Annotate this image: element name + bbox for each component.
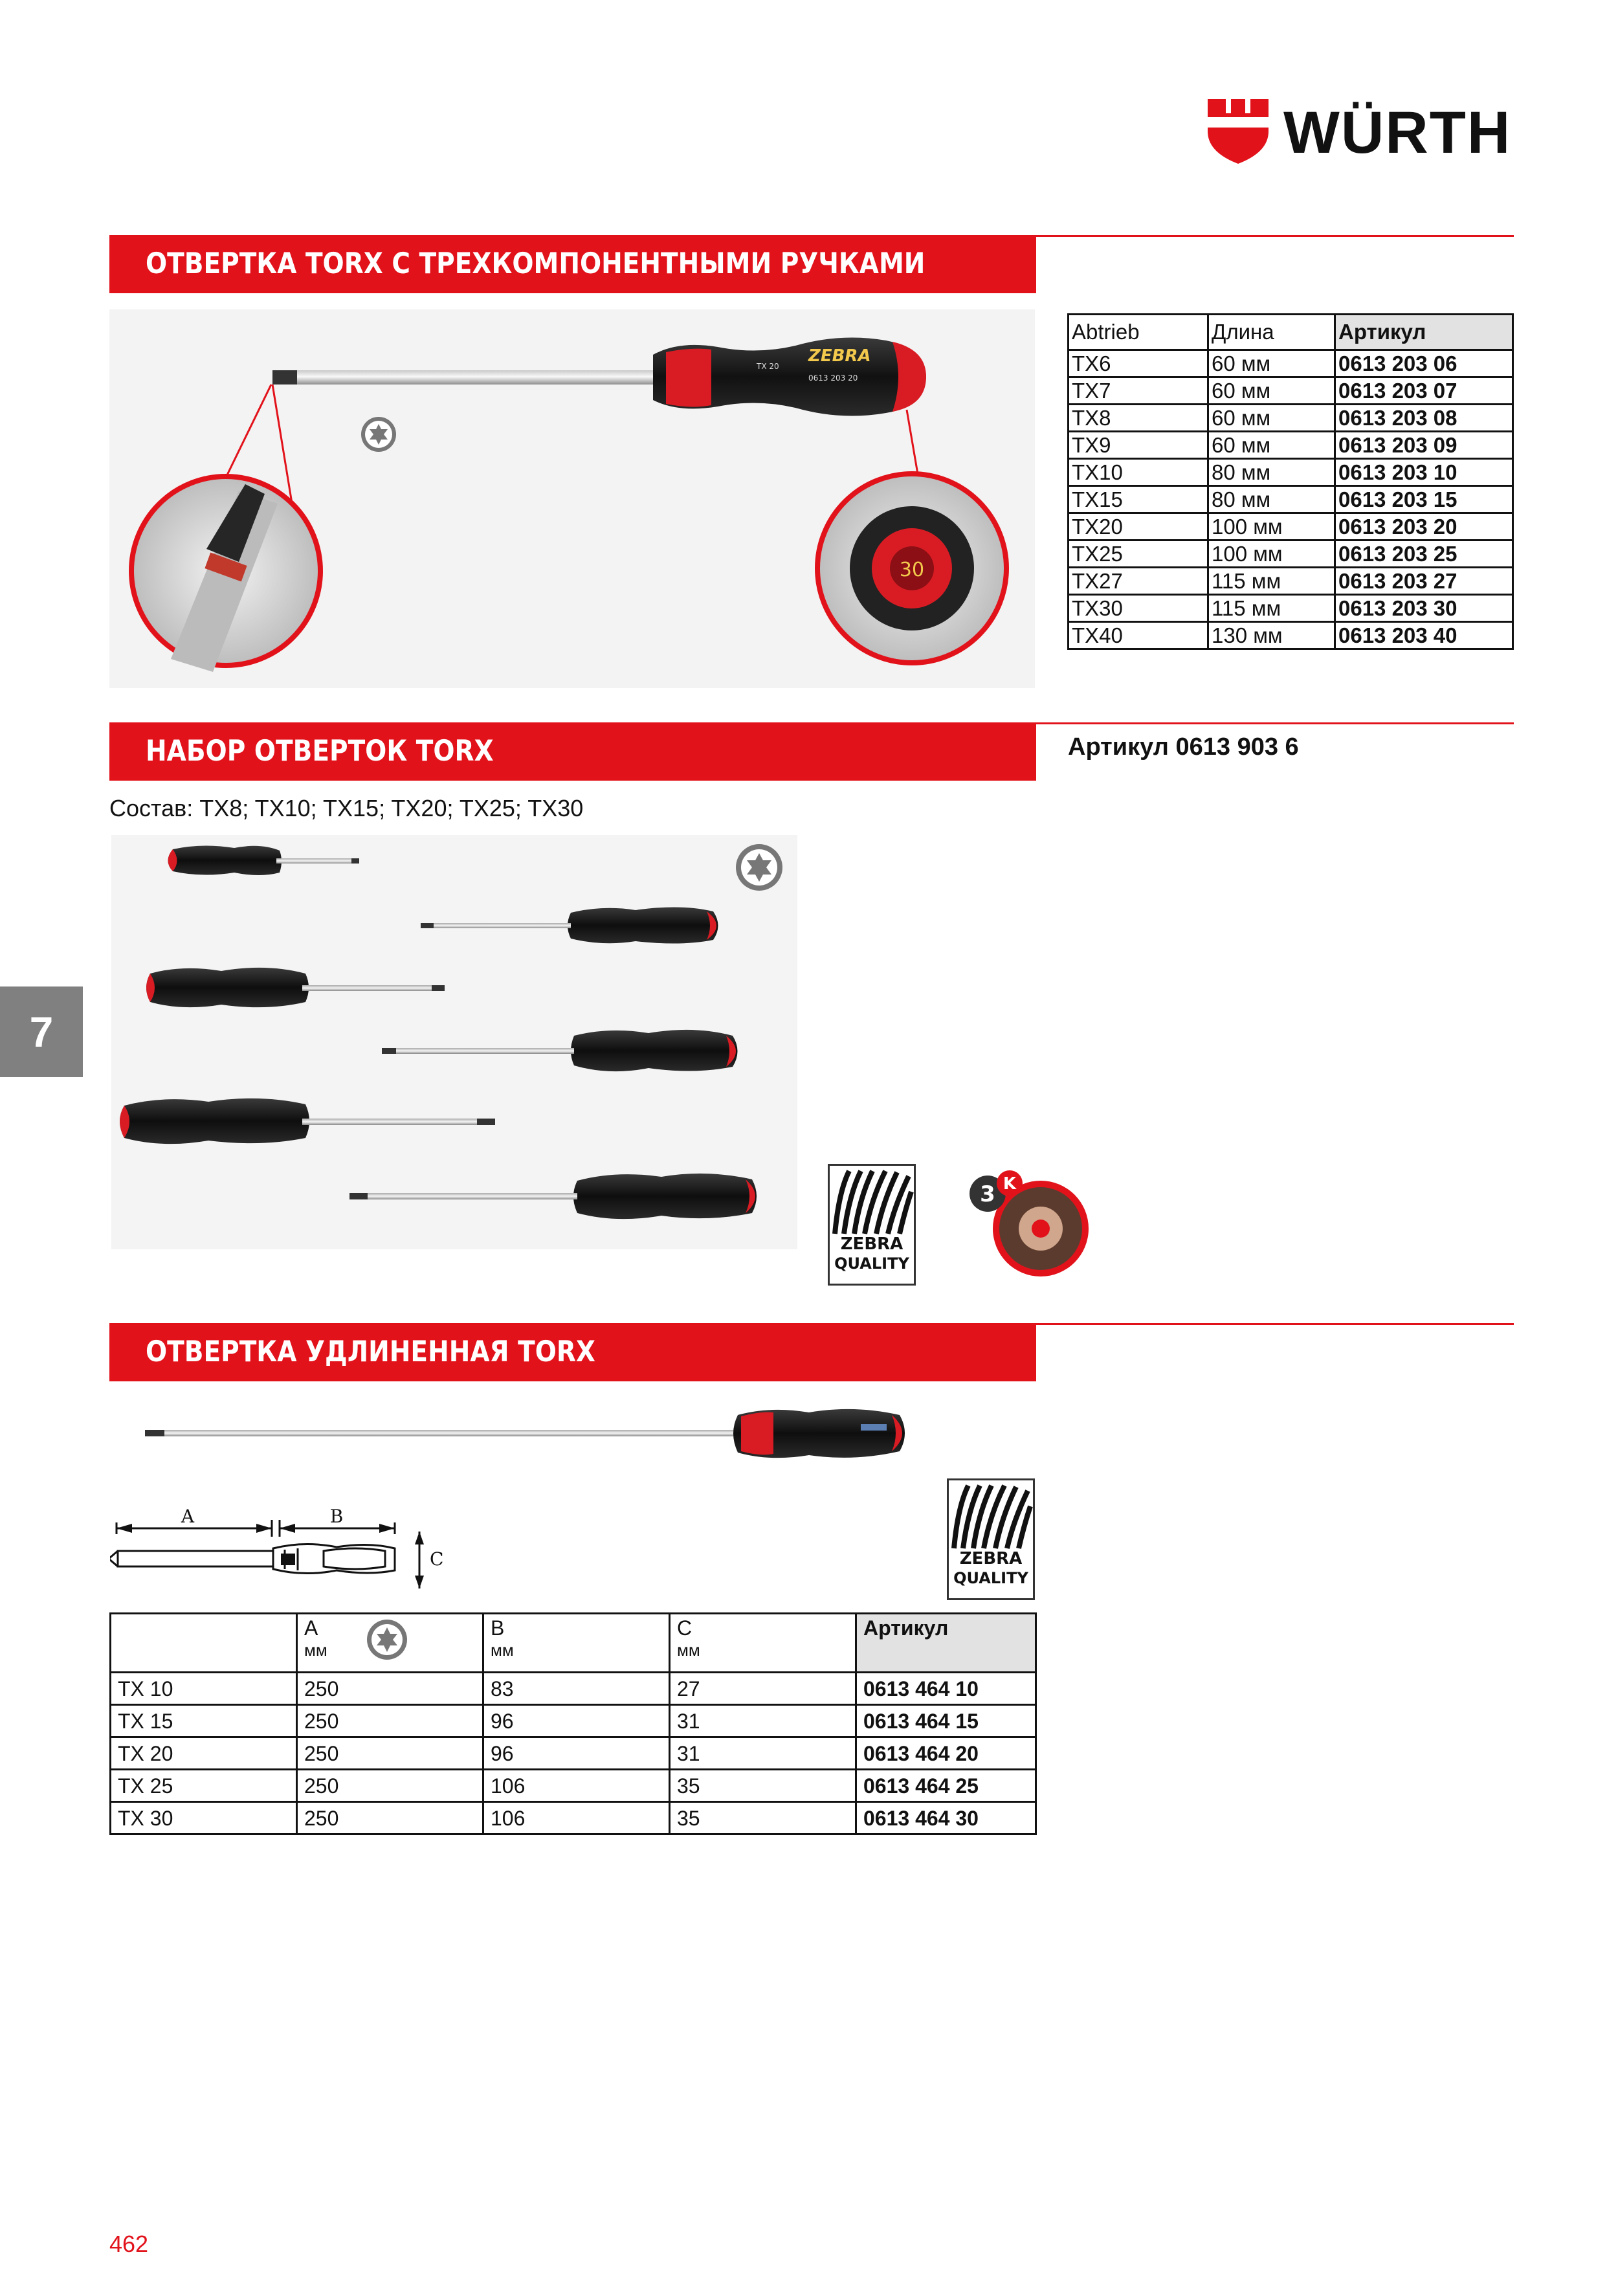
cell: 0613 203 15 — [1335, 486, 1513, 513]
three-component-badge — [964, 1169, 1094, 1286]
cell: 0613 464 20 — [856, 1737, 1036, 1770]
table-row — [1069, 568, 1513, 595]
table-row — [111, 1673, 1036, 1705]
table-row — [1069, 595, 1513, 622]
cell: 60 мм — [1208, 350, 1335, 377]
cell: 60 мм — [1208, 377, 1335, 405]
cell: 106 — [483, 1770, 670, 1802]
cell: TX8 — [1069, 405, 1208, 432]
zebra-stripes-icon — [949, 1480, 1033, 1552]
zoom-handle-end-detail — [817, 474, 1006, 663]
cell: TX 10 — [111, 1673, 297, 1705]
set-composition: Состав: TX8; TX10; TX15; TX20; TX25; TX30 — [109, 795, 584, 821]
cell: 130 мм — [1208, 622, 1335, 649]
cell: 0613 203 27 — [1335, 568, 1513, 595]
table-row — [1069, 377, 1513, 405]
cell: 0613 203 20 — [1335, 513, 1513, 541]
screwdriver-set-image — [111, 835, 797, 1249]
torx-symbol-icon — [366, 1618, 408, 1661]
set-article-number: Артикул 0613 903 6 — [1068, 733, 1299, 761]
section-rule — [1036, 235, 1514, 237]
cell: 60 мм — [1208, 432, 1335, 459]
cell: TX9 — [1069, 432, 1208, 459]
section-title-torx-set: НАБОР ОТВЕРТОК TORX — [109, 722, 1036, 781]
section-title-torx-extended: ОТВЕРТКА УДЛИНЕННАЯ TORX — [109, 1323, 1036, 1381]
cell: 115 мм — [1208, 595, 1335, 622]
table-row — [1069, 486, 1513, 513]
cell: 0613 203 09 — [1335, 432, 1513, 459]
cell: 83 — [483, 1673, 670, 1705]
dimension-label-b: B — [329, 1508, 344, 1527]
zebra-badge-line2: QUALITY — [834, 1254, 909, 1273]
table-header: B мм — [483, 1614, 670, 1673]
zebra-stripes-icon — [830, 1166, 914, 1237]
zebra-badge-line2: QUALITY — [953, 1569, 1028, 1587]
cell: 115 мм — [1208, 568, 1335, 595]
extended-screwdriver-image — [136, 1398, 938, 1469]
zebra-quality-badge — [828, 1164, 916, 1286]
cell: TX7 — [1069, 377, 1208, 405]
cell: TX 25 — [111, 1770, 297, 1802]
cell: TX 15 — [111, 1705, 297, 1737]
cell: 0613 464 25 — [856, 1770, 1036, 1802]
table-row — [111, 1705, 1036, 1737]
cell: 0613 464 30 — [856, 1802, 1036, 1834]
cell: 96 — [483, 1737, 670, 1770]
cell: TX27 — [1069, 568, 1208, 595]
cell: 0613 203 07 — [1335, 377, 1513, 405]
table-row — [1069, 513, 1513, 541]
cell: TX10 — [1069, 459, 1208, 486]
cell: 250 — [297, 1705, 483, 1737]
cell: 27 — [670, 1673, 856, 1705]
table-header — [111, 1614, 297, 1673]
zebra-badge-line1: ZEBRA — [840, 1234, 903, 1254]
handle-code-text: 0613 203 20 — [808, 373, 858, 383]
extended-torx-table — [109, 1612, 1037, 1835]
dimension-diagram — [110, 1508, 447, 1599]
cell: 100 мм — [1208, 513, 1335, 541]
cell: 80 мм — [1208, 486, 1335, 513]
table-header: A мм — [297, 1614, 483, 1673]
cell: TX15 — [1069, 486, 1208, 513]
cell: 0613 203 06 — [1335, 350, 1513, 377]
chapter-tab: 7 — [0, 986, 83, 1077]
dimension-label-c: C — [430, 1548, 444, 1570]
cell: 31 — [670, 1737, 856, 1770]
table-header: Артикул — [856, 1614, 1036, 1673]
badge-3k-letter: K — [1003, 1174, 1017, 1194]
cell: 35 — [670, 1802, 856, 1834]
cell: 0613 464 15 — [856, 1705, 1036, 1737]
section-rule — [1036, 722, 1514, 724]
cell: TX40 — [1069, 622, 1208, 649]
cell: 60 мм — [1208, 405, 1335, 432]
page-number: 462 — [109, 2231, 149, 2257]
table-row — [111, 1770, 1036, 1802]
table-row — [111, 1737, 1036, 1770]
cell: TX6 — [1069, 350, 1208, 377]
table-row — [1069, 459, 1513, 486]
handle-brand-text: ZEBRA — [808, 346, 871, 366]
torx-symbol-icon — [361, 417, 396, 452]
table-row — [1069, 541, 1513, 568]
cell: 250 — [297, 1770, 483, 1802]
cell: 96 — [483, 1705, 670, 1737]
badge-3k-number: 3 — [980, 1181, 995, 1207]
cell: TX20 — [1069, 513, 1208, 541]
cell: 100 мм — [1208, 541, 1335, 568]
tip-size-number: 30 — [899, 559, 925, 581]
cell: TX 20 — [111, 1737, 297, 1770]
table-row — [1069, 405, 1513, 432]
cell: 31 — [670, 1705, 856, 1737]
cell: 250 — [297, 1673, 483, 1705]
cell: TX 30 — [111, 1802, 297, 1834]
table-header: C мм — [670, 1614, 856, 1673]
cell: 35 — [670, 1770, 856, 1802]
torx-symbol-icon — [735, 843, 784, 892]
cell: 0613 203 10 — [1335, 459, 1513, 486]
table-header: Артикул — [1335, 315, 1513, 350]
cell: 0613 203 40 — [1335, 622, 1513, 649]
cell: 0613 203 25 — [1335, 541, 1513, 568]
cell: TX25 — [1069, 541, 1208, 568]
cell: 0613 203 30 — [1335, 595, 1513, 622]
cell: 250 — [297, 1802, 483, 1834]
wurth-logo-icon — [1208, 99, 1269, 164]
table-row — [1069, 432, 1513, 459]
table-header: Длина — [1208, 315, 1335, 350]
zebra-quality-badge — [947, 1478, 1035, 1600]
cell: TX30 — [1069, 595, 1208, 622]
cell: 0613 203 08 — [1335, 405, 1513, 432]
zebra-badge-line1: ZEBRA — [959, 1549, 1023, 1568]
section-title-torx-three-component: ОТВЕРТКА TORX С ТРЕХКОМПОНЕНТНЫМИ РУЧКАМИ — [109, 235, 1036, 293]
table-row — [1069, 350, 1513, 377]
table-row — [111, 1802, 1036, 1834]
table-row — [1069, 622, 1513, 649]
table-header: Abtrieb — [1069, 315, 1208, 350]
cell: 250 — [297, 1737, 483, 1770]
dimension-label-a: A — [181, 1508, 195, 1527]
cell: 106 — [483, 1802, 670, 1834]
section-rule — [1036, 1323, 1514, 1325]
torx-article-table — [1067, 313, 1514, 650]
cell: 80 мм — [1208, 459, 1335, 486]
screwdriver-product-image — [109, 309, 1035, 688]
brand-logo-text: WÜRTH — [1283, 100, 1512, 166]
cell: 0613 464 10 — [856, 1673, 1036, 1705]
handle-size-text: TX 20 — [757, 362, 779, 371]
